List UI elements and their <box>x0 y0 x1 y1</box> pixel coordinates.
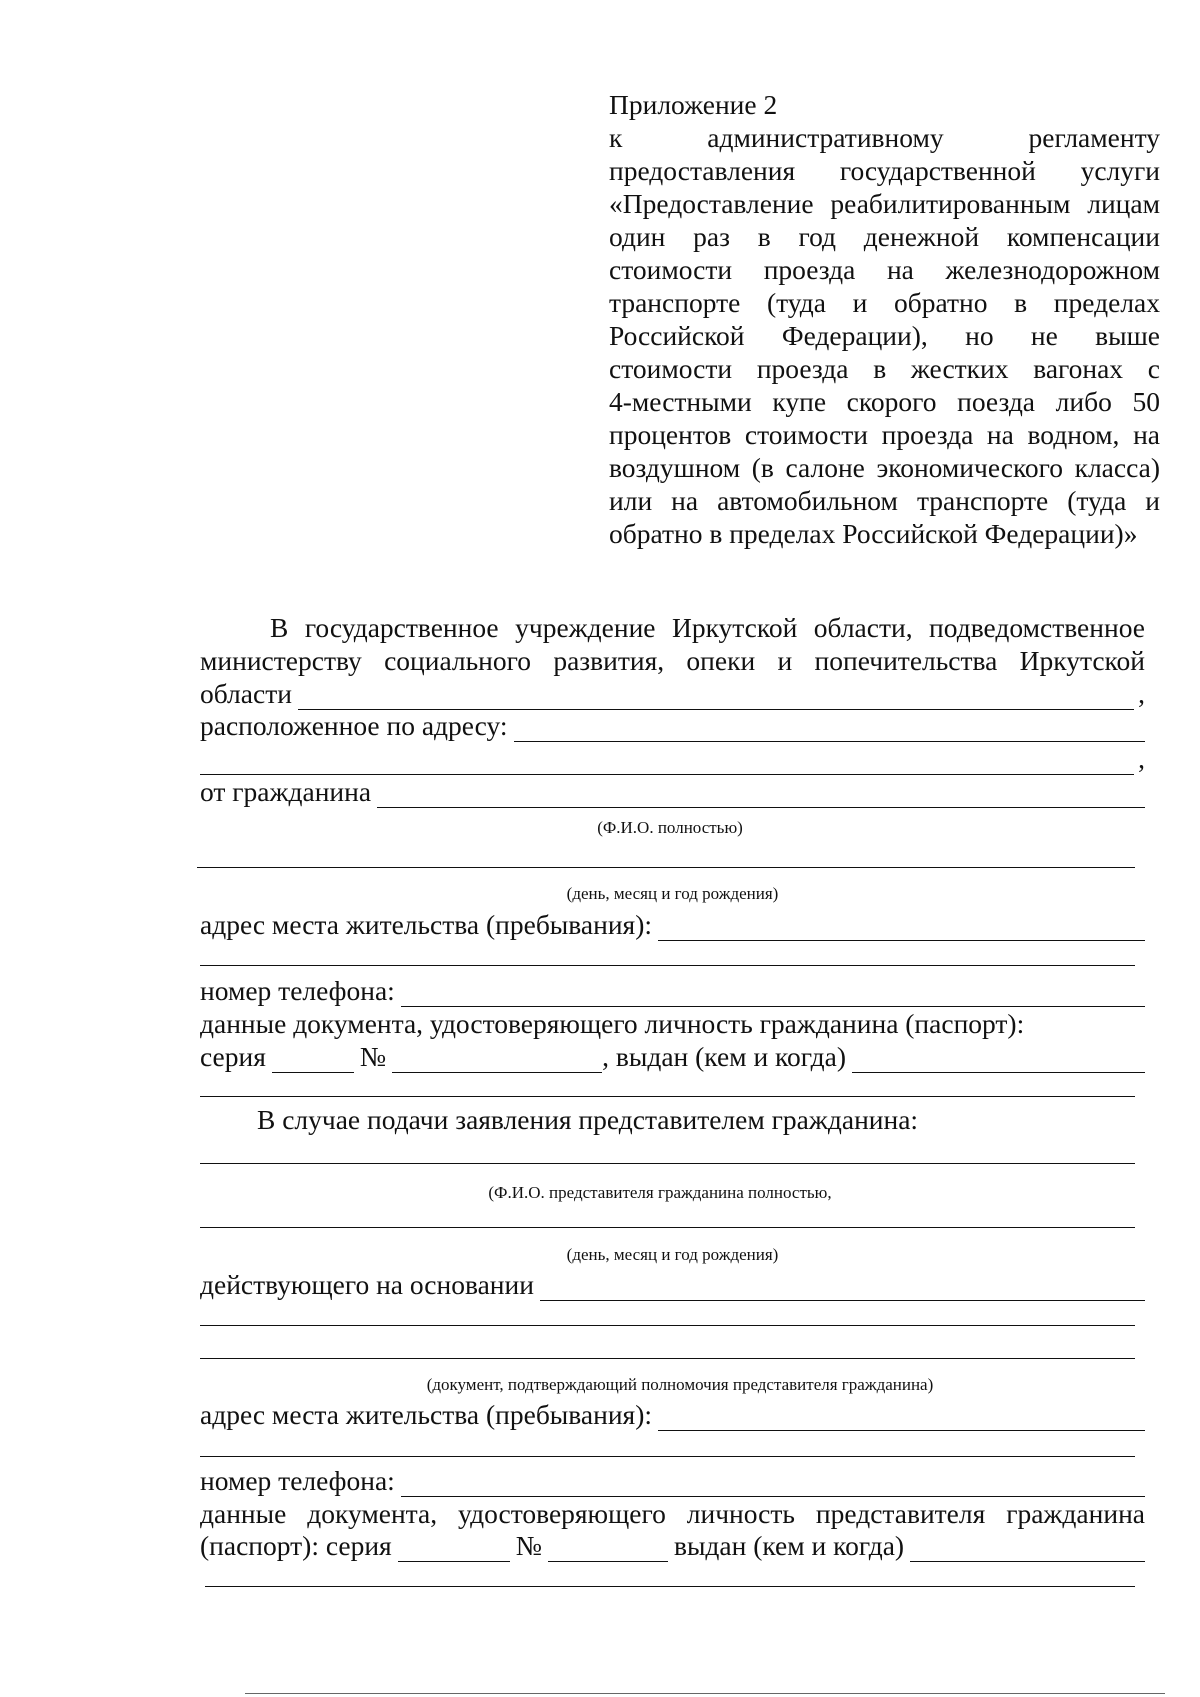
appendix-line: воздушном (в салоне экономического класса) <box>609 452 1160 483</box>
appendix-line: Российской Федерации), но не выше <box>609 320 1160 351</box>
rep-phone-field[interactable] <box>401 1469 1145 1497</box>
from-citizen-row <box>200 775 1145 808</box>
address-field-continued[interactable] <box>200 747 1134 775</box>
rep-residence-label: адрес места жительства (пребывания): <box>200 1399 652 1430</box>
rep-number-field[interactable] <box>548 1534 668 1562</box>
appendix-line: обратно в пределах Российской Федерации)» <box>609 518 1138 549</box>
rep-residence-field[interactable] <box>658 1403 1145 1431</box>
phone-row <box>200 974 1145 1007</box>
dob-caption: (день, месяц и год рождения) <box>566 884 779 903</box>
acting-row <box>200 1268 1145 1301</box>
authority-caption: (документ, подтверждающий полномочия представителя гражданина) <box>426 1375 934 1394</box>
acting-field-line-2[interactable] <box>200 1325 1135 1326</box>
number-field[interactable] <box>392 1045 602 1073</box>
from-citizen-label: от гражданина <box>200 776 372 807</box>
rep-passport-row <box>200 1529 1145 1562</box>
residence-field[interactable] <box>658 913 1145 941</box>
series-field[interactable] <box>272 1045 354 1073</box>
issued-field-continued[interactable] <box>200 1096 1135 1097</box>
residence-row <box>200 908 1145 941</box>
passport-row <box>200 1040 1145 1073</box>
appendix-line: процентов стоимости проезда на водном, на <box>609 419 1160 450</box>
appendix-title: Приложение 2 <box>609 89 778 120</box>
appendix-line: предоставления государственной услуги <box>609 155 1160 186</box>
address-field[interactable] <box>514 714 1145 742</box>
address-label: расположенное по адресу: <box>200 710 508 741</box>
rep-fio-caption: (Ф.И.О. представителя гражданина полностью, <box>488 1183 832 1202</box>
rep-phone-row <box>200 1464 1145 1497</box>
residence-field-continued[interactable] <box>200 965 1135 966</box>
citizen-fio-field[interactable] <box>377 780 1145 808</box>
appendix-line: транспорте (туда и обратно в пределах <box>609 287 1160 318</box>
appendix-line: «Предоставление реабилитированным лицам <box>609 188 1160 219</box>
intro-line-1: В государственное учреждение Иркутской области, подведомственное <box>270 612 1145 643</box>
rep-phone-label: номер телефона: <box>200 1465 395 1496</box>
rep-passport-series-label: (паспорт): серия <box>200 1530 392 1561</box>
appendix-line: или на автомобильном транспорте (туда и <box>609 485 1160 516</box>
rep-dob-field[interactable] <box>200 1227 1135 1228</box>
residence-label: адрес места жительства (пребывания): <box>200 909 652 940</box>
id-doc-row <box>200 1007 1145 1040</box>
rep-fio-field[interactable] <box>200 1163 1135 1164</box>
rep-series-field[interactable] <box>398 1534 510 1562</box>
acting-field[interactable] <box>540 1273 1145 1301</box>
rep-residence-field-continued[interactable] <box>200 1456 1135 1457</box>
rep-number-label: № <box>515 1530 542 1561</box>
phone-field[interactable] <box>401 979 1145 1007</box>
id-doc-label: данные документа, удостоверяющего личность гражданина (паспорт): <box>200 1008 1025 1039</box>
series-label: серия <box>200 1041 266 1072</box>
oblast-field[interactable] <box>298 682 1134 710</box>
phone-label: номер телефона: <box>200 975 395 1006</box>
acting-label: действующего на основании <box>200 1269 534 1300</box>
rep-intro: В случае подачи заявления представителем гражданина: <box>257 1104 919 1135</box>
rep-issued-label: выдан (кем и когда) <box>673 1530 905 1561</box>
oblast-row <box>200 677 1145 710</box>
comma: , <box>1138 678 1145 709</box>
issued-field[interactable] <box>852 1045 1145 1073</box>
address-row-2 <box>200 742 1145 775</box>
appendix-line: к административному регламенту <box>609 122 1160 153</box>
appendix-line: 4-местными купе скорого поезда либо 50 <box>609 386 1160 417</box>
appendix-line: стоимости проезда в жестких вагонах с <box>609 353 1160 384</box>
issued-label: , выдан (кем и когда) <box>602 1041 847 1072</box>
rep-issued-field-continued[interactable] <box>205 1586 1135 1587</box>
appendix-line: стоимости проезда на железнодорожном <box>609 254 1160 285</box>
oblast-label: области <box>200 678 292 709</box>
fio-caption: (Ф.И.О. полностью) <box>597 818 743 837</box>
citizen-dob-field[interactable] <box>197 867 1135 868</box>
comma: , <box>1138 743 1145 774</box>
rep-id-doc-line: данные документа, удостоверяющего личность представителя гражданина <box>200 1498 1145 1529</box>
rep-issued-field[interactable] <box>910 1534 1145 1562</box>
page-bottom-edge <box>245 1693 1165 1694</box>
rep-intro-row <box>257 1103 1137 1136</box>
appendix-line: один раз в год денежной компенсации <box>609 221 1160 252</box>
address-row <box>200 709 1145 742</box>
rep-dob-caption: (день, месяц и год рождения) <box>566 1245 779 1264</box>
number-label: № <box>359 1041 387 1072</box>
acting-field-line-3[interactable] <box>200 1358 1135 1359</box>
rep-residence-row <box>200 1398 1145 1431</box>
intro-line-2: министерству социального развития, опеки и попечительства Иркутской <box>200 645 1145 676</box>
